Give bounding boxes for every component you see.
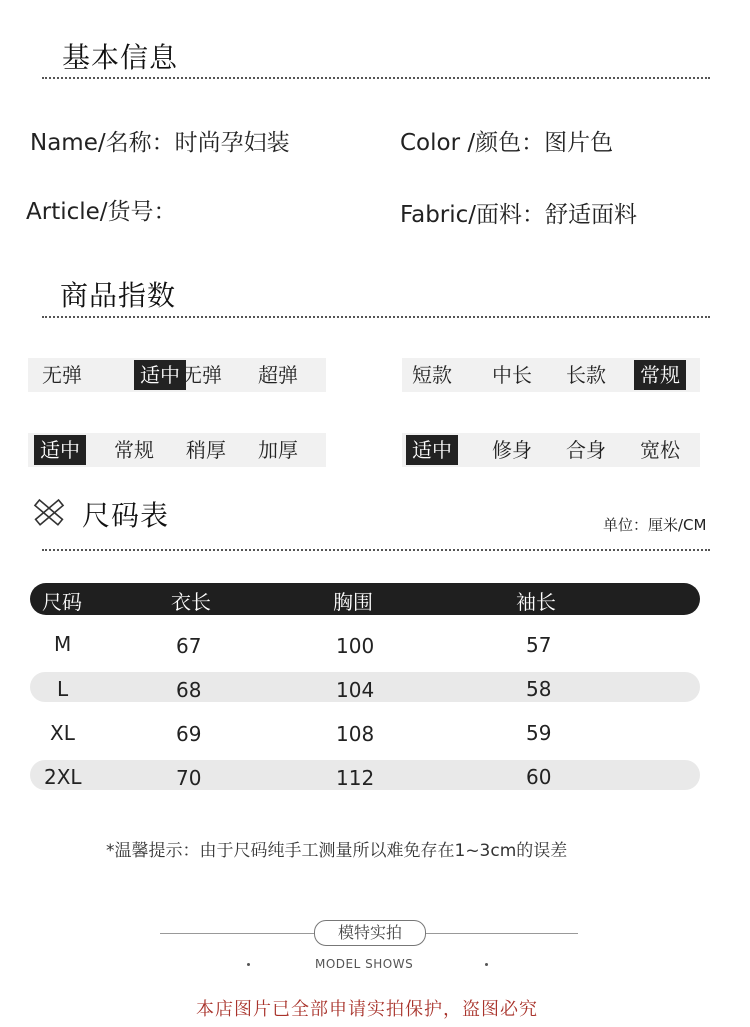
tag-option: 超弹	[258, 363, 298, 387]
tag-option: 长款	[566, 363, 606, 387]
tag-row-thickness	[28, 433, 326, 467]
tag-option-selected: 适中	[406, 435, 458, 465]
tag-option: 合身	[566, 438, 606, 462]
cell-bust: 104	[336, 678, 375, 702]
article-field: Article/货号：	[26, 199, 177, 225]
name-field: Name/名称：时尚孕妇装	[30, 130, 290, 156]
bullet-dot	[247, 963, 250, 966]
cell-sleeve: 60	[526, 765, 552, 789]
section-title-size: 尺码表	[82, 499, 170, 532]
measurement-note: *温馨提示：由于尺码纯手工测量所以难免存在1~3cm的误差	[106, 841, 568, 861]
fabric-field: Fabric/面料：舒适面料	[400, 202, 638, 228]
cell-length: 70	[176, 766, 202, 790]
tag-option: 无弹	[42, 363, 82, 387]
tag-option-selected: 适中	[134, 360, 186, 390]
copyright-notice: 本店图片已全部申请实拍保护，盗图必究	[196, 999, 538, 1020]
tag-option: 中长	[492, 363, 532, 387]
cell-sleeve: 58	[526, 677, 552, 701]
tag-option: 短款	[412, 363, 452, 387]
divider	[42, 316, 710, 318]
size-table-header	[30, 583, 700, 615]
tag-option: 宽松	[640, 438, 680, 462]
cell-sleeve: 57	[526, 633, 552, 657]
tag-option: 修身	[492, 438, 532, 462]
cell-bust: 100	[336, 634, 375, 658]
cell-sleeve: 59	[526, 721, 552, 745]
bullet-dot	[485, 963, 488, 966]
cell-size: XL	[50, 721, 75, 745]
header-size: 尺码	[42, 590, 82, 614]
header-bust: 胸围	[333, 590, 373, 614]
divider	[42, 549, 710, 551]
cell-bust: 112	[336, 766, 375, 790]
cell-size: L	[57, 677, 69, 701]
tag-option-selected: 常规	[634, 360, 686, 390]
divider	[42, 77, 710, 79]
cell-size: 2XL	[44, 765, 82, 789]
cell-length: 67	[176, 634, 202, 658]
color-field: Color /颜色：图片色	[400, 130, 614, 156]
ruler-pencil-icon	[32, 497, 66, 527]
unit-label: 单位：厘米/CM	[603, 516, 707, 534]
tag-option: 常规	[114, 438, 154, 462]
header-sleeve: 袖长	[516, 590, 556, 614]
model-shows-label: MODEL SHOWS	[315, 957, 414, 971]
tag-row-length	[402, 358, 700, 392]
tag-option: 无弹	[182, 363, 222, 387]
tag-row-elasticity	[28, 358, 326, 392]
model-shows-pill: 模特实拍	[314, 920, 426, 946]
cell-length: 69	[176, 722, 202, 746]
section-title-index: 商品指数	[60, 279, 177, 312]
tag-option: 稍厚	[186, 438, 226, 462]
tag-option-selected: 适中	[34, 435, 86, 465]
tag-row-fit	[402, 433, 700, 467]
header-length: 衣长	[171, 590, 211, 614]
section-title-basic: 基本信息	[62, 41, 179, 74]
cell-length: 68	[176, 678, 202, 702]
cell-bust: 108	[336, 722, 375, 746]
cell-size: M	[54, 632, 72, 656]
tag-option: 加厚	[258, 438, 298, 462]
